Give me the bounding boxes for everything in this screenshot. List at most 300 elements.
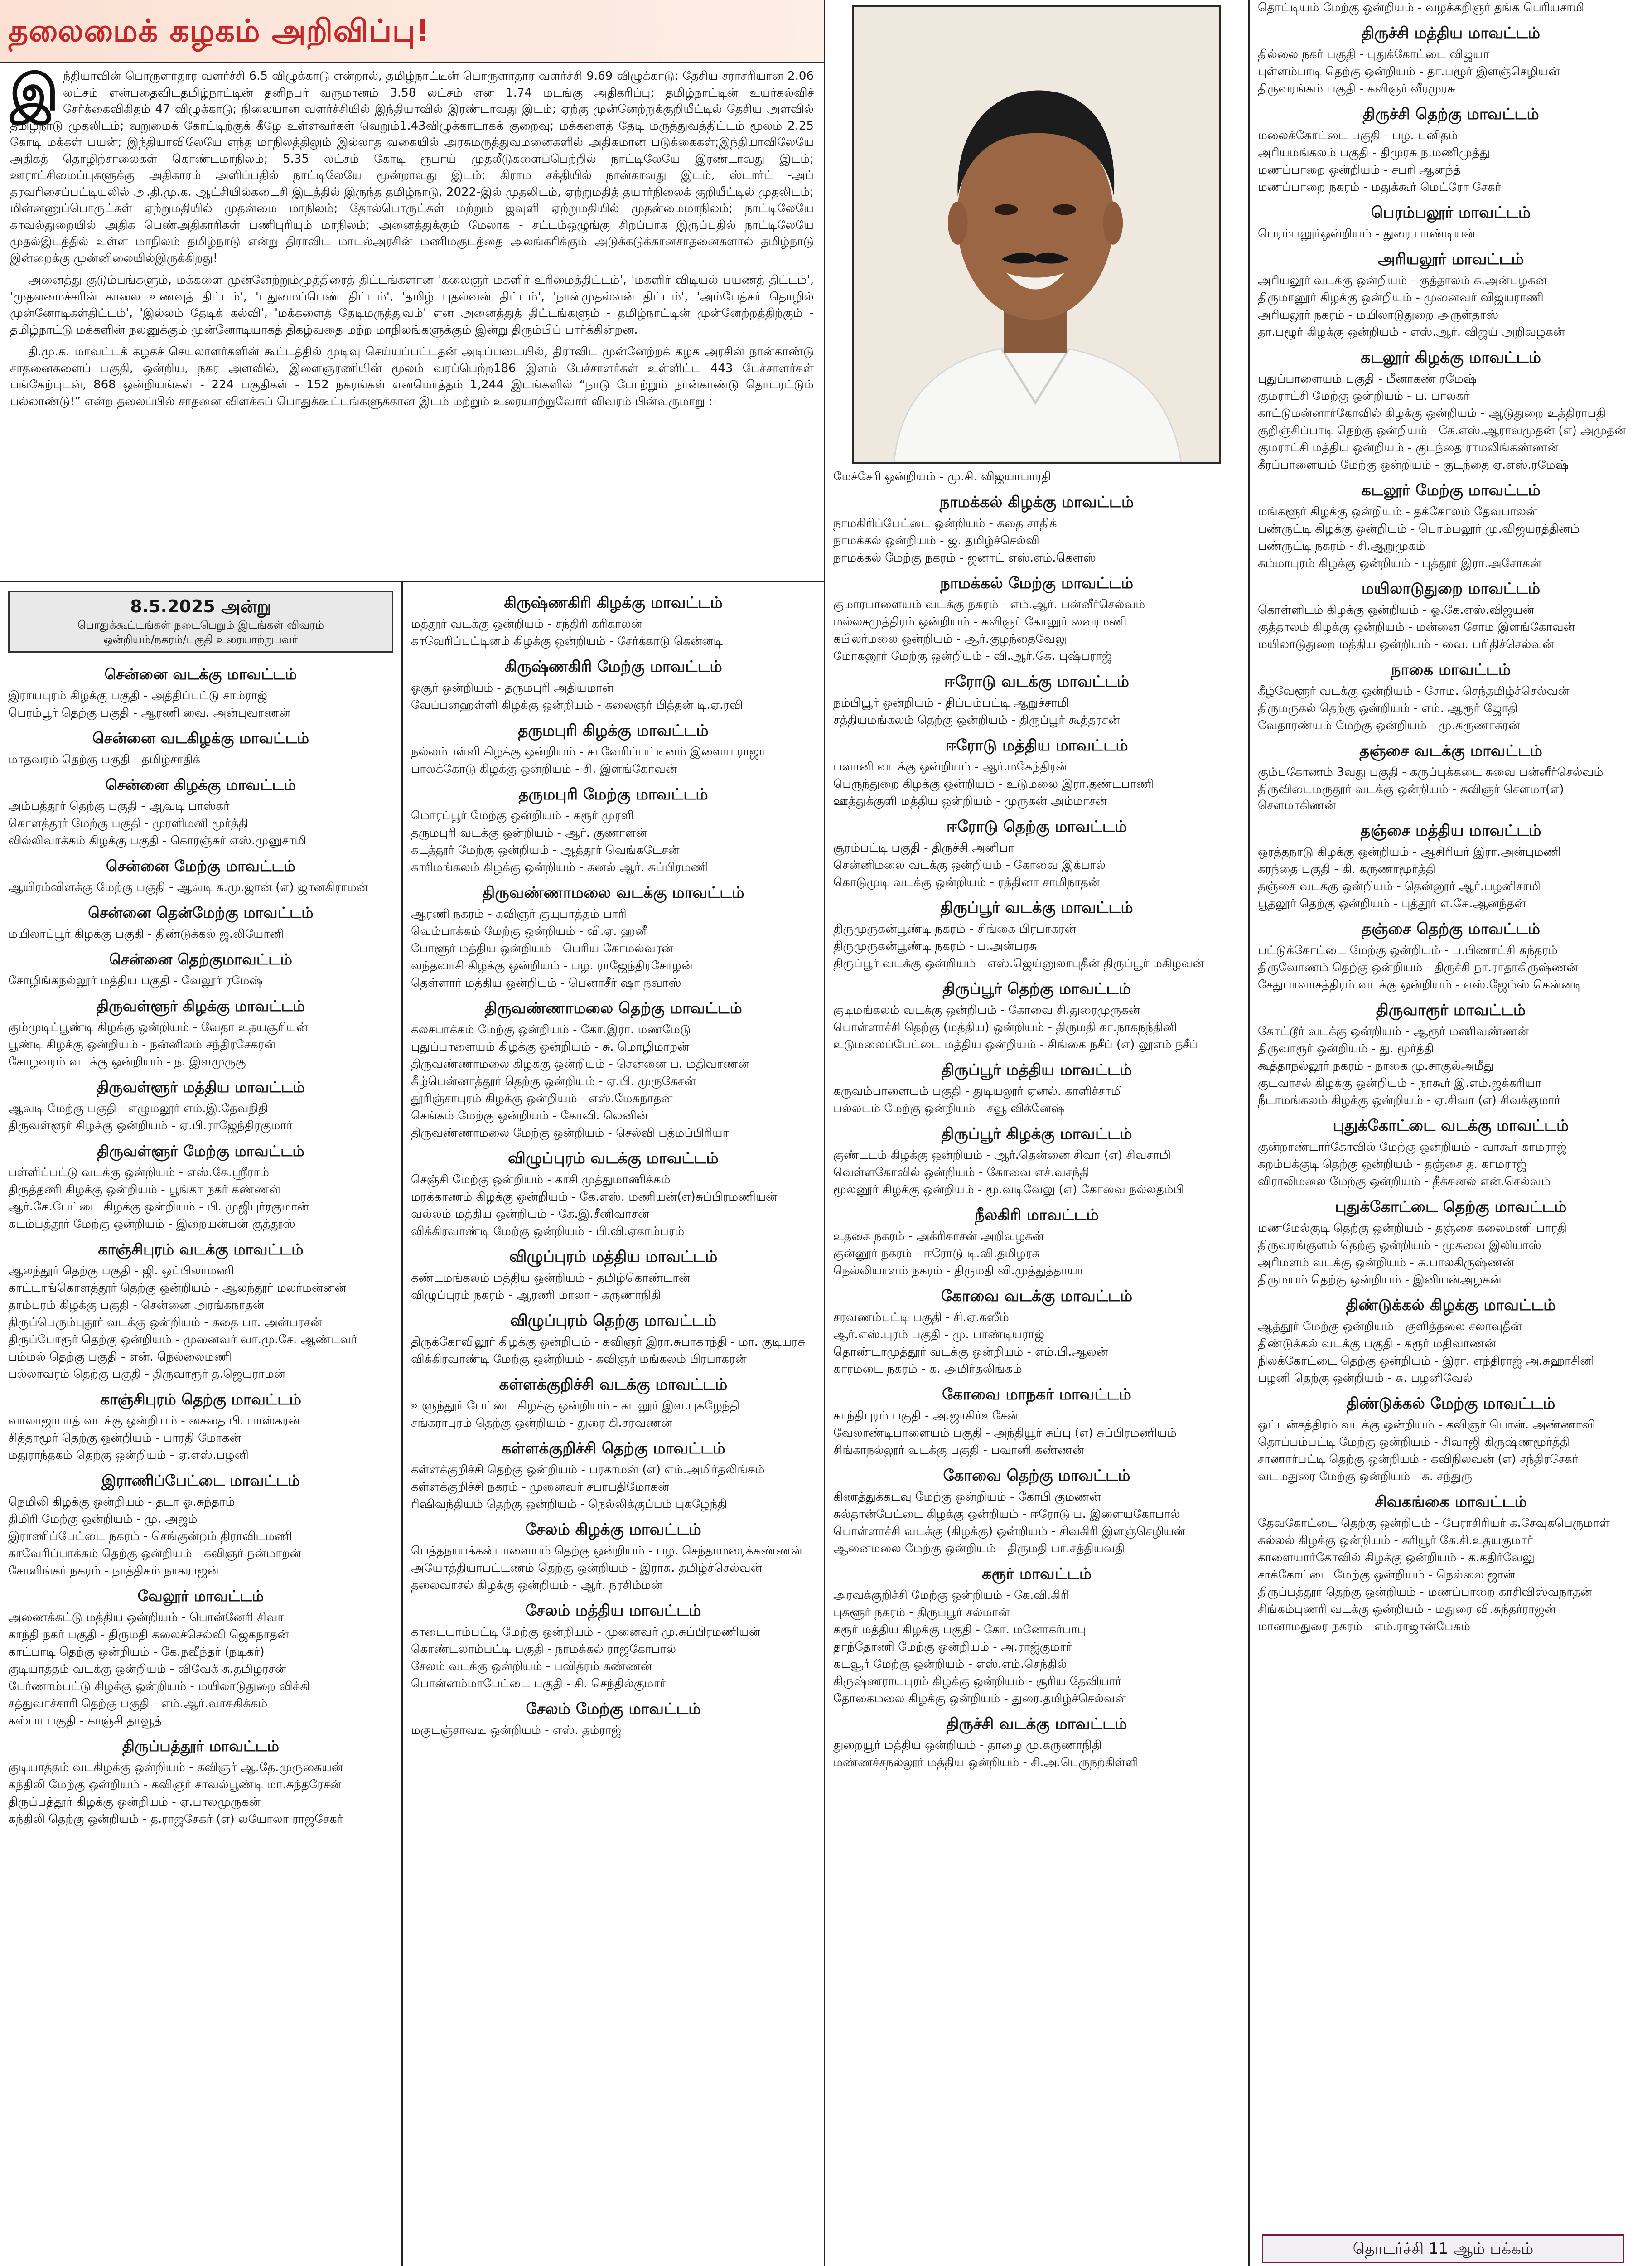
meeting-entry: மலைக்கோட்டை பகுதி - பழ. புனிதம் — [1258, 129, 1458, 142]
meeting-entry: தொப்பம்பட்டி மேற்கு ஒன்றியம் - சிவாஜி கிருஷ்ணமூர்த்தி — [1258, 1435, 1570, 1449]
district-block — [411, 592, 816, 649]
meeting-entry: நீடாமங்கலம் கிழக்கு ஒன்றியம் - ஏ.சிவா (எ) சிவக்குமார் — [1258, 1094, 1560, 1107]
district-block — [1258, 202, 1644, 242]
meeting-entry: தெள்ளார் மத்திய ஒன்றியம் - பெனாசீர் ஷா நவாஸ் — [411, 976, 681, 990]
district-heading: சேலம் மேற்கு மாவட்டம் — [526, 1700, 701, 1718]
district-heading: ஈரோடு வடக்கு மாவட்டம் — [944, 673, 1129, 691]
meeting-entry: அரியமங்கலம் பகுதி - திமுரசு ந.மணிமுத்து — [1258, 146, 1490, 160]
district-block — [411, 656, 816, 713]
district-heading: கடலூர் கிழக்கு மாவட்டம் — [1361, 349, 1541, 367]
meeting-entry: பேர்ணாம்பட்டு கிழக்கு ஒன்றியம் - மயிலாடுதுறை விக்கி — [8, 1680, 310, 1693]
district-heading: கரூர் மாவட்டம் — [981, 1565, 1092, 1583]
district-heading: அரியலூர் மாவட்டம் — [1378, 250, 1524, 268]
meeting-entry: குடிமங்கலம் வடக்கு ஒன்றியம் - கோவை சி.துரைமுருகன் — [833, 1003, 1140, 1017]
meeting-entry: ஆர்.எஸ்.புரம் பகுதி - மு. பாண்டியராஜ் — [833, 1328, 1044, 1341]
meeting-entry: கோட்டூர் வடக்கு ஒன்றியம் - ஆரூர் மணிவண்ணன் — [1258, 1025, 1529, 1038]
meeting-entry: மோகனூர் மேற்கு ஒன்றியம் - வி.ஆர்.கே. புஷ்பராஜ் — [833, 649, 1112, 663]
district-block — [8, 855, 393, 896]
meeting-entry: ஆர்.கே.பேட்டை கிழக்கு ஒன்றியம் - பி. முஜிபுர்ரகுமான் — [8, 1200, 309, 1214]
meeting-entry: மணமேல்குடி தெற்கு ஒன்றியம் - தஞ்சை கலைமணி பாரதி — [1258, 1221, 1567, 1235]
meeting-entry: ஆரணி நகரம் - கவிஞர் குயுபாத்தம் பாரி — [411, 907, 627, 921]
district-block — [833, 491, 1240, 566]
district-block — [1258, 1393, 1644, 1485]
meeting-entry: காந்தி நகர் பகுதி - திருமதி கலைச்செல்வி ஜெகநாதன் — [8, 1628, 289, 1641]
meeting-entry: சேதுபாவாசத்திரம் வடக்கு ஒன்றியம் - எஸ்.ஜேம்ஸ் கென்னடி — [1258, 978, 1582, 992]
district-heading: சேலம் மத்திய மாவட்டம் — [525, 1602, 701, 1620]
district-block — [1258, 22, 1644, 97]
meeting-entry: குடவாசல் கிழக்கு ஒன்றியம் - நாகூர் இ.எம்.ஜக்கரியா — [1258, 1076, 1541, 1090]
meeting-entry: ஊத்துக்குளி மத்திய ஒன்றியம் - முருகன் அம்மாசன் — [833, 794, 1107, 808]
district-heading: கிருஷ்ணகிரி மேற்கு மாவட்டம் — [504, 658, 722, 676]
district-block — [411, 1310, 816, 1367]
district-heading: காஞ்சிபுரம் தெற்கு மாவட்டம் — [100, 1390, 302, 1408]
district-block — [833, 1123, 1240, 1198]
meeting-entry: நாமகிரிப்பேட்டை ஒன்றியம் - கதை சாதிக் — [833, 517, 1057, 530]
district-block — [411, 1374, 816, 1431]
meeting-entry: விழுப்புரம் நகரம் - ஆரணி மாலா - கருணாநிதி — [411, 1288, 661, 1302]
meeting-entry: கந்திலி தெற்கு ஒன்றியம் - த.ராஜசேகர் (எ) லயோலா ராஜசேகர் — [8, 1812, 343, 1826]
meeting-entry: கூத்தாநல்லூர் நகரம் - நாகை மு.சாகுல்அமீது — [1258, 1059, 1494, 1073]
meeting-entry: உடுமலைப்பேட்டை மத்திய ஒன்றியம் - சிங்கை நசீப் (எ) லூஎம் நசீப் — [833, 1038, 1198, 1051]
meeting-entry: பல்லாவரம் தெற்கு பகுதி - திருவாரூர் த.ஜெயராமன் — [8, 1367, 285, 1381]
column-2 — [403, 586, 824, 2266]
meeting-entry: நாமக்கல் மேற்கு நகரம் - ஜனாட் எஸ்.எம்.கௌஸ் — [833, 551, 1096, 565]
intro-paragraph-3: தி.மு.க. மாவட்டக் கழகச் செயலாளர்களின் கூட்டத்தில் முடிவு செய்யப்பட்டதன் அடிப்படையில், திராவிட முன்னேற்றக் கழக அரசின் நான்காண்டு சாதனைகளைப் பகுதி, ஒன்றிய, நகர அளவில், இளைஞரணியின் மூலம் வரப்பெற்ற186 இளம் பேச்சாளர்கள் உள்ளிட்ட 443 பேச்சாளர்கள் பங்கேற்புடன், 868 ஒன்றியங்கள் - 224 பகுதிகள் - 152 நகரங்கள் எனமொத்தம் 1,244 இடங்களில் “நாடு போற்றும் நான்காண்டு தொடரட்டும் பல்லாண்டு!” என்ற தலைப்பில் சாதனை விளக்கப் பொதுக்கூட்டங்களுக்கான இடம் மற்றும் உரையாற்றுவோர் விவரம் பின்வருமாறு :- — [10, 345, 814, 408]
meeting-entry: மண்ணச்சநல்லூர் மத்திய ஒன்றியம் - சி.அ.பெருநற்கிள்ளி — [833, 1756, 1139, 1769]
meeting-entry: சங்கராபுரம் தெற்கு ஒன்றியம் - துரை கி.சரவணன் — [411, 1416, 672, 1430]
district-heading: சென்னை கிழக்கு மாவட்டம் — [105, 776, 296, 794]
district-heading: திருப்பூர் மத்திய மாவட்டம் — [941, 1061, 1132, 1079]
meeting-entry: சத்துவாச்சாரி தெற்கு பகுதி - எம்.ஆர்.வாசுகிக்கம் — [8, 1697, 268, 1710]
meeting-entry: திருமானூர் கிழக்கு ஒன்றியம் - முனைவர் விஜயராணி — [1258, 291, 1544, 305]
district-heading: ஈரோடு தெற்கு மாவட்டம் — [946, 818, 1127, 836]
district-heading: கள்ளக்குறிச்சி தெற்கு மாவட்டம் — [501, 1439, 725, 1457]
meeting-entry: கள்ளக்குறிச்சி தெற்கு ஒன்றியம் - பரகாமன் (எ) எம்.அமிர்தலிங்கம் — [411, 1463, 765, 1477]
meeting-entry: கம்மாபுரம் கிழக்கு ஒன்றியம் - புத்தூர் இரா.அசோகன் — [1258, 557, 1541, 570]
district-heading: கடலூர் மேற்கு மாவட்டம் — [1361, 481, 1541, 499]
district-block — [411, 1246, 816, 1303]
meeting-entry: மரக்காணம் கிழக்கு ஒன்றியம் - கே.எஸ். மணியன்(எ)சுப்பிரமணியன் — [411, 1190, 778, 1204]
meeting-entry: சோழிங்கநல்லூர் மத்திய பகுதி - வேலூர் ரமேஷ் — [8, 974, 263, 988]
meeting-entry: காரமடை நகரம் - க. அமிர்தலிங்கம் — [833, 1362, 1022, 1376]
district-heading: சென்னை வடகிழக்கு மாவட்டம் — [92, 729, 309, 747]
district-block — [411, 784, 816, 876]
meeting-entry: திருவிடைமருதூர் வடக்கு ஒன்றியம் - கவிஞர் சௌமா(எ) சௌமாகிணன் — [1258, 783, 1564, 812]
meeting-entry: சரவணம்பட்டி பகுதி - சி.ஏ.கஸீம் — [833, 1311, 1009, 1324]
district-block — [411, 1698, 816, 1738]
district-block — [833, 1285, 1240, 1377]
meeting-entry: தாம்பரம் கிழக்கு பகுதி - சென்னை அரங்கநாதன் — [8, 1298, 265, 1312]
meeting-entry: நல்லம்பள்ளி கிழக்கு ஒன்றியம் - காவேரிப்பட்டினம் இளைய ராஜா — [411, 745, 766, 759]
meeting-entry: பெரம்பலூர்ஒன்றியம் - துரை பாண்டியன் — [1258, 227, 1476, 241]
meeting-entry: திருப்பெரும்புதூர் வடக்கு ஒன்றியம் - கதை பா. அன்பரசன் — [8, 1316, 322, 1329]
district-heading: தஞ்சை மத்திய மாவட்டம் — [1360, 822, 1541, 840]
column-2-list — [411, 592, 816, 1738]
leader-portrait — [852, 5, 1221, 464]
column-1 — [0, 586, 401, 2266]
district-block — [8, 1585, 393, 1729]
meeting-entry: அணைக்கட்டு மத்திய ஒன்றியம் - பொன்னேரி சிவா — [8, 1611, 284, 1624]
district-heading: திண்டுக்கல் மேற்கு மாவட்டம் — [1346, 1394, 1555, 1413]
district-heading: தஞ்சை தெற்கு மாவட்டம் — [1361, 920, 1541, 938]
headline-band — [0, 0, 824, 63]
district-block — [411, 882, 816, 991]
meeting-entry: காவேரிப்பாக்கம் தெற்கு ஒன்றியம் - கவிஞர் நன்மாறன் — [8, 1547, 301, 1560]
meeting-entry: தூரிஞ்சாபுரம் கிழக்கு ஒன்றியம் - எஸ்.மேகநாதன் — [411, 1092, 673, 1105]
meeting-entry: சிங்காநல்லூர் வடக்கு பகுதி - பவானி கண்ணன் — [833, 1443, 1084, 1457]
district-block — [1258, 347, 1644, 473]
district-block — [8, 995, 393, 1070]
district-heading: மயிலாடுதுறை மாவட்டம் — [1361, 580, 1541, 598]
district-block — [411, 1438, 816, 1512]
meeting-entry: ஆவடி மேற்கு பகுதி - எழுமலூர் எம்.இ.தேவநிதி — [8, 1102, 268, 1115]
meeting-entry: அரியலூர் நகரம் - மயிலாடுதுறை அருள்தாஸ் — [1258, 308, 1499, 322]
meeting-entry: பூண்டி கிழக்கு ஒன்றியம் - நன்னிலம் சந்திரசேகரன் — [8, 1038, 276, 1051]
meeting-entry: திருமுருகன்பூண்டி நகரம் - ப.அன்பரசு — [833, 939, 1037, 953]
district-heading: தஞ்சை வடக்கு மாவட்டம் — [1359, 742, 1542, 760]
meeting-entry: கடவூர் மேற்கு ஒன்றியம் - எஸ்.எம்.செந்தில் — [833, 1657, 1067, 1671]
meeting-entry: தலைவாசல் கிழக்கு ஒன்றியம் - ஆர். நரசிம்மன் — [411, 1578, 662, 1592]
meeting-entry: குன்றாண்டார்கோவில் மேற்கு ஒன்றியம் - வாகூர் காமராஜ் — [1258, 1140, 1567, 1154]
meeting-entry: வந்தவாசி கிழக்கு ஒன்றியம் - பழ. ராஜேந்திரசோழன் — [411, 959, 693, 973]
district-heading: நாமக்கல் கிழக்கு மாவட்டம் — [939, 493, 1134, 511]
meeting-entry: கலசபாக்கம் மேற்கு ஒன்றியம் - கோ.இரா. மணமேடு — [411, 1023, 691, 1036]
district-block — [1258, 479, 1644, 571]
meeting-entry: செஞ்சி மேற்கு ஒன்றியம் - காசி முத்துமாணிக்கம் — [411, 1173, 671, 1186]
meeting-entry: வேலாண்டிபாளையம் பகுதி - அந்தியூர் சுப்பு (எ) சுப்பிரமணியம் — [833, 1426, 1177, 1440]
district-block — [833, 1204, 1240, 1279]
meeting-entry: பள்ளிப்பட்டு வடக்கு ஒன்றியம் - எஸ்.கே.ஸ்ரீராம் — [8, 1166, 269, 1179]
column-1-list — [8, 663, 393, 1827]
meeting-entry: கிருஷ்ணராயபுரம் கிழக்கு ஒன்றியம் - சூரிய தேவியார் — [833, 1675, 1122, 1688]
district-block — [833, 735, 1240, 809]
meeting-entry: அயோத்தியாபட்டணம் தெற்கு ஒன்றியம் - இராசு. தமிழ்ச்செல்வன் — [411, 1561, 762, 1575]
meeting-entry: குமாரபாளையம் வடக்கு நகரம் - எம்.ஆர். பன்னீர்செல்வம் — [833, 598, 1145, 611]
meeting-entry: கிணத்துக்கடவு மேற்கு ஒன்றியம் - கோபி குமணன் — [833, 1490, 1101, 1504]
district-block — [8, 1735, 393, 1827]
meeting-entry: ரிஷிவந்தியம் தெற்கு ஒன்றியம் - நெல்லிக்குப்பம் புகழேந்தி — [411, 1497, 727, 1511]
meeting-entry: கபிலர்மலை ஒன்றியம் - ஆர்.குழந்தைவேலு — [833, 632, 1068, 646]
district-heading: திருச்சி வடக்கு மாவட்டம் — [946, 1715, 1127, 1733]
meeting-entry: திமிரி மேற்கு ஒன்றியம் - மு. அஜம் — [8, 1512, 198, 1526]
meeting-entry: திருப்போரூர் தெற்கு ஒன்றியம் - முனைவர் வா.மு.சே. ஆண்டவர் — [8, 1333, 357, 1346]
meeting-entry: நெமிலி கிழக்கு ஒன்றியம் - தடா ஓ.சுந்தரம் — [8, 1495, 235, 1509]
meeting-entry: தருமபுரி வடக்கு ஒன்றியம் - ஆர். குணாளன் — [411, 826, 647, 840]
meeting-entry: சோளிங்கர் நகரம் - நாத்திகம் நாகராஜன் — [8, 1564, 219, 1578]
district-block — [411, 1519, 816, 1593]
meeting-entry: கீழ்வேளூர் வடக்கு ஒன்றியம் - சோம. செந்தமிழ்ச்செல்வன் — [1258, 684, 1570, 698]
meeting-entry: மயிலாடுதுறை மத்திய ஒன்றியம் - வை. பரிதிச்செல்வன் — [1258, 638, 1554, 651]
meeting-column-headers: ஒன்றியம்/நகரம்/பகுதி உரையாற்றுபவர் — [103, 633, 298, 646]
meeting-entry: கும்பகோணம் 3வது பகுதி - கருப்புக்கடை சுவை பன்னீர்செல்வம் — [1258, 765, 1604, 779]
column-4-list — [1258, 0, 1644, 1635]
meeting-entry: திருவாரூர் ஒன்றியம் - து. மூர்த்தி — [1258, 1042, 1434, 1056]
meeting-entry: மானாமதுரை நகரம் - எம்.ராஜான்பேகம் — [1258, 1620, 1470, 1633]
meeting-entry: மூலனூர் கிழக்கு ஒன்றியம் - மூ.வடிவேலு (எ) கோவை நல்லதம்பி — [833, 1183, 1184, 1196]
meeting-entry: கீழ்பென்னாத்தூர் தெற்கு ஒன்றியம் - ஏ.பி. முருகேசன் — [411, 1075, 696, 1088]
meeting-entry: சிங்கம்புணரி வடக்கு ஒன்றியம் - மதுரை வி.சுந்தர்ராஜன் — [1258, 1603, 1556, 1616]
district-block — [411, 997, 816, 1141]
meeting-entry: மயிலாப்பூர் கிழக்கு பகுதி - திண்டுக்கல் ஜ.லியோனி — [8, 927, 284, 941]
meeting-entry: இராணிப்பேட்டை நகரம் - செங்குன்றம் திராவிடமணி — [8, 1530, 292, 1543]
meeting-entry: மணப்பாறை நகரம் - மதுக்கூர் மெட்ரோ சேகர் — [1258, 180, 1502, 194]
meeting-entry: ஆயிரம்விளக்கு மேற்கு பகுதி - ஆவடி க.மு.ஜான் (எ) ஜானகிராமன் — [8, 881, 368, 894]
meeting-entry: பண்ருட்டி கிழக்கு ஒன்றியம் - பெரம்பலூர் மு.விஜயரத்தினம் — [1258, 522, 1580, 536]
meeting-entry: பொன்னம்மாபேட்டை பகுதி - சி. செந்தில்குமார் — [411, 1677, 666, 1690]
meeting-entry: திருப்பூர் வடக்கு ஒன்றியம் - எஸ்.ஜெய்னுலாபுதீன் திருப்பூர் மகிழவன் — [833, 957, 1204, 970]
meeting-entry: கொடுமுடி வடக்கு ஒன்றியம் - ரத்தினா சாமிநாதன் — [833, 876, 1100, 889]
district-heading: விழுப்புரம் தெற்கு மாவட்டம் — [510, 1312, 717, 1330]
district-block — [833, 897, 1240, 972]
intro-text — [0, 63, 824, 410]
meeting-entry: ஒரத்தநாடு கிழக்கு ஒன்றியம் - ஆசிரியர் இரா.அன்புமணி — [1258, 845, 1561, 859]
meeting-entry: குமராட்சி மத்திய ஒன்றியம் - குடந்தை ராமலிங்கண்ணன் — [1258, 441, 1559, 455]
meeting-entry: காளையார்கோவில் கிழக்கு ஒன்றியம் - க.கதிர்வேலு — [1258, 1551, 1535, 1564]
meeting-entry: ஆனைமலை மேற்கு ஒன்றியம் - திருமதி பா.சத்தியவதி — [833, 1542, 1125, 1555]
district-heading: திருச்சி தெற்கு மாவட்டம் — [1362, 105, 1539, 123]
district-block — [1258, 999, 1644, 1109]
district-heading: சேலம் கிழக்கு மாவட்டம் — [525, 1520, 701, 1539]
meeting-entry: பொள்ளாச்சி தெற்கு (மத்திய) ஒன்றியம் - திருமதி கா.நாகநந்தினி — [833, 1021, 1177, 1034]
meeting-entry: வேதாரண்யம் மேற்கு ஒன்றியம் - மு.கருணாகரன் — [1258, 719, 1520, 732]
meeting-entry: கருவம்பாளையம் பகுதி - துடியலூர் ஏனல். காளிச்சாமி — [833, 1085, 1123, 1098]
district-heading: ஈரோடு மத்திய மாவட்டம் — [945, 736, 1128, 755]
meeting-entry: நெல்லியாளம் நகரம் - திருமதி வி.முத்துத்தாயா — [833, 1264, 1084, 1278]
meeting-entry: பெத்தநாயக்கன்பாளையம் தெற்கு ஒன்றியம் - பழ. செந்தாமரைக்கண்ணன் — [411, 1544, 802, 1558]
meeting-entry: புதுப்பாளையம் கிழக்கு ஒன்றியம் - சு. மொழிமாறன் — [411, 1040, 689, 1054]
district-block — [833, 1563, 1240, 1707]
meeting-entry: காரிமங்கலம் கிழக்கு ஒன்றியம் - கனல் ஆர். சுப்பிரமணி — [411, 861, 709, 874]
district-block — [8, 1239, 393, 1382]
district-heading: திருப்பத்தூர் மாவட்டம் — [122, 1737, 280, 1755]
district-block — [1258, 1491, 1644, 1635]
meeting-entry: மத்தூர் வடக்கு ஒன்றியம் - சந்திரி கரிகாலன் — [411, 617, 642, 631]
meeting-entry: மங்களூர் கிழக்கு ஒன்றியம் - தக்கோலம் தேவபாலன் — [1258, 505, 1538, 518]
district-heading: கோவை வடக்கு மாவட்டம் — [941, 1287, 1133, 1305]
meeting-entry: சென்னிமலை வடக்கு ஒன்றியம் - கோவை இக்பால் — [833, 858, 1106, 872]
meeting-entry: உதகை நகரம் - அக்ரிகாசன் அறிவழகன் — [833, 1230, 1044, 1243]
meeting-entry: ஒட்டன்சத்திரம் வடக்கு ஒன்றியம் - கவிஞர் பொன். அண்ணாவி — [1258, 1418, 1595, 1432]
meeting-entry: அம்பத்தூர் தெற்கு பகுதி - ஆவடி பாஸ்கர் — [8, 799, 230, 813]
district-block — [8, 1140, 393, 1232]
district-block — [1258, 1196, 1644, 1288]
meeting-entry: கடத்தூர் மேற்கு ஒன்றியம் - ஆத்தூர் வெங்கடேசன் — [411, 843, 680, 857]
meeting-entry: புதுப்பாளையம் பகுதி - மீனாகண் ரமேஷ் — [1258, 372, 1477, 386]
district-block — [8, 1076, 393, 1134]
district-block — [411, 1148, 816, 1240]
meeting-entry: விராலிமலை மேற்கு ஒன்றியம் - தீக்கனல் என்.செல்வம் — [1258, 1175, 1551, 1188]
meeting-entry: திருவண்ணாமலை மேற்கு ஒன்றியம் - செல்வி பத்மப்பிரியா — [411, 1126, 729, 1140]
meeting-entry: சுல்தான்பேட்டை கிழக்கு ஒன்றியம் - ஈரோடு ப. இளையகோபால் — [833, 1507, 1180, 1521]
meeting-entry: கரந்தை பகுதி - கி. கருணாமூர்த்தி — [1258, 862, 1435, 876]
meeting-entry: சாணார்பட்டி தெற்கு ஒன்றியம் - கவிநிலவன் (எ) சந்திரசேகர் — [1258, 1453, 1579, 1466]
district-block — [833, 572, 1240, 664]
district-heading: புதுக்கோட்டை தெற்கு மாவட்டம் — [1335, 1198, 1567, 1216]
meeting-entry: திருப்பத்தூர் தெற்கு ஒன்றியம் - மணப்பாறை காசிவிஸ்வநாதன் — [1258, 1585, 1592, 1599]
meeting-entry: திருமயம் தெற்கு ஒன்றியம் - இனியன்அழகன் — [1258, 1273, 1502, 1287]
divider-horizontal — [0, 581, 824, 582]
meeting-entry: தேவகோட்டை தெற்கு ஒன்றியம் - பேராசிரியர் க.சேவுகபெருமாள் — [1258, 1516, 1610, 1530]
district-heading: தருமபுரி மேற்கு மாவட்டம் — [518, 785, 708, 804]
meeting-entry: காந்திபுரம் பகுதி - அ.ஜாகிர்உசேன் — [833, 1409, 1019, 1423]
district-block — [1258, 248, 1644, 340]
meeting-entry: நிலக்கோட்டை தெற்கு ஒன்றியம் - இரா. எந்திராஜ் அ.சுஹாசினி — [1258, 1354, 1594, 1368]
meeting-subtitle: பொதுக்கூட்டங்கள் நடைபெறும் இடங்கள் விவரம் — [77, 619, 324, 631]
meeting-entry: பழனி தெற்கு ஒன்றியம் - சு. பழனிவேல் — [1258, 1371, 1473, 1385]
meeting-entry: மேச்சேரி ஒன்றியம் - மு.சி. விஜயாபாரதி — [833, 470, 1051, 484]
meeting-entry: மல்லசமுத்திரம் ஒன்றியம் - கவிஞர் கோலூர் வைரமணி — [833, 615, 1127, 629]
meeting-entry: மாதவரம் தெற்கு பகுதி - தமிழ்சாதிக் — [8, 753, 200, 766]
meeting-entry: திருப்பத்தூர் கிழக்கு ஒன்றியம் - ஏ.பாலமுருகன் — [8, 1795, 261, 1809]
district-block — [8, 1389, 393, 1463]
district-heading: திருப்பூர் வடக்கு மாவட்டம் — [940, 899, 1133, 917]
meeting-entry: தஞ்சை வடக்கு ஒன்றியம் - தென்னூர் ஆர்.பழனிசாமி — [1258, 880, 1541, 893]
meeting-entry: உளுந்தூர் பேட்டை கிழக்கு ஒன்றியம் - கடலூர் இள.புகழேந்தி — [411, 1399, 740, 1413]
meeting-entry: புள்ளம்பாடி தெற்கு ஒன்றியம் - தா.பழூர் இளஞ்செழியன் — [1258, 65, 1560, 78]
district-heading: காஞ்சிபுரம் வடக்கு மாவட்டம் — [98, 1240, 304, 1258]
meeting-entry: காட்பாடி தெற்கு ஒன்றியம் - கே.நவீந்தர் (நடிகர்) — [8, 1645, 265, 1659]
meeting-entry: கள்ளக்குறிச்சி நகரம் - முனைவர் சபாபதிமோகன் — [411, 1480, 670, 1494]
meeting-entry: ஆலந்தூர் தெற்கு பகுதி - ஜி. ஒப்பிலாமணி — [8, 1264, 234, 1278]
meeting-entry: செங்கம் மேற்கு ஒன்றியம் - கோவி. லெனின் — [411, 1109, 648, 1123]
meeting-entry: திருத்தணி கிழக்கு ஒன்றியம் - பூங்கா நகர் கண்ணன் — [8, 1183, 281, 1196]
district-block — [1258, 918, 1644, 993]
district-block — [833, 816, 1240, 891]
meeting-entry: இராயபுரம் கிழக்கு பகுதி - அத்திப்பட்டு சாம்ராஜ் — [8, 689, 267, 702]
meeting-entry: திருவரங்கம் பகுதி - கவிஞர் வீரமுரசு — [1258, 82, 1455, 96]
meeting-entry: காவேரிப்பட்டினம் கிழக்கு ஒன்றியம் - சேர்க்காடு கென்னடி — [411, 634, 723, 648]
meeting-entry: மணப்பாறை ஒன்றியம் - சபரி ஆனந்த் — [1258, 163, 1461, 177]
meeting-entry: பெருந்துறை கிழக்கு ஒன்றியம் - உடுமலை இரா.தண்டபாணி — [833, 777, 1154, 791]
meeting-entry: குத்தாலம் கிழக்கு ஒன்றியம் - மன்னை சோம இளங்கோவன் — [1258, 620, 1575, 634]
meeting-entry: திண்டுக்கல் வடக்கு பகுதி - கரூர் மதிவாணன் — [1258, 1337, 1496, 1351]
meeting-entry: கண்டமங்கலம் மத்திய ஒன்றியம் - தமிழ்கொண்டான் — [411, 1271, 691, 1285]
meeting-entry: விக்கிரவாண்டி மேற்கு ஒன்றியம் - பி.வி.ஏகாம்பரம் — [411, 1225, 685, 1238]
meeting-entry: கும்முடிப்பூண்டி கிழக்கு ஒன்றியம் - வேதா உதயசூரியன் — [8, 1021, 308, 1034]
meeting-entry: மொரப்பூர் மேற்கு ஒன்றியம் - கரூர் முரளி — [411, 809, 634, 823]
district-block — [8, 949, 393, 989]
meeting-entry: தோகைமலை கிழக்கு ஒன்றியம் - துரை.தமிழ்ச்செல்வன் — [833, 1692, 1127, 1705]
meeting-entry: பண்ருட்டி நகரம் - சி.ஆறுமுகம் — [1258, 539, 1425, 553]
district-block — [833, 1384, 1240, 1458]
column-4 — [1250, 0, 1652, 2230]
meeting-entry: கடம்பத்தூர் மேற்கு ஒன்றியம் - இறையன்பன் குத்தூஸ் — [8, 1217, 295, 1231]
meeting-entry: நம்பியூர் ஒன்றியம் - திப்பம்பட்டி ஆறுச்சாமி — [833, 696, 1069, 710]
district-heading: சென்னை மேற்கு மாவட்டம் — [106, 857, 296, 875]
meeting-entry: புகளூர் நகரம் - திருப்பூர் சல்மான் — [833, 1606, 1010, 1619]
district-heading: விழுப்புரம் மத்திய மாவட்டம் — [509, 1248, 718, 1266]
meeting-entry: தில்லை நகர் பகுதி - புதுக்கோட்டை விஜயா — [1258, 48, 1489, 61]
meeting-entry: மகுடஞ்சாவடி ஒன்றியம் - எஸ். தம்ராஜ் — [411, 1724, 622, 1737]
portrait-image — [854, 7, 1219, 462]
district-block — [8, 727, 393, 768]
district-heading: திருவண்ணாமலை வடக்கு மாவட்டம் — [482, 884, 744, 902]
district-heading: திருப்பூர் கிழக்கு மாவட்டம் — [941, 1125, 1132, 1143]
district-heading: கோவை மாநகர் மாவட்டம் — [942, 1385, 1131, 1404]
district-heading: விழுப்புரம் வடக்கு மாவட்டம் — [508, 1149, 719, 1167]
column-3 — [825, 469, 1248, 2266]
meeting-entry: கல்லல் கிழக்கு ஒன்றியம் - சுரியூர் கே.சி.உதயகுமார் — [1258, 1534, 1533, 1547]
meeting-entry: கரூர் மத்திய கிழக்கு பகுதி - கோ. மனோகர்பாபு — [833, 1623, 1087, 1637]
meeting-entry: குமராட்சி மேற்கு ஒன்றியம் - ப. பாலகர் — [1258, 389, 1470, 403]
district-block — [1258, 740, 1644, 813]
meeting-entry: கொளத்தூர் மேற்கு பகுதி - முரளிமனி மூர்த்தி — [8, 817, 248, 830]
meeting-entry: ஓசூர் ஒன்றியம் - தருமபுரி அதியமான் — [411, 681, 614, 695]
district-block — [833, 1465, 1240, 1557]
meeting-entry: வெள்ளகோவில் ஒன்றியம் - கோவை எச்.வசந்தி — [833, 1166, 1090, 1179]
meeting-entry: கொள்ளிடம் கிழக்கு ஒன்றியம் - ஓ.கே.எஸ்.விஜயன் — [1258, 603, 1534, 617]
district-block — [8, 774, 393, 849]
meeting-entry: போளூர் மத்திய ஒன்றியம் - பெரிய கோமல்வரன் — [411, 942, 673, 955]
meeting-entry: குன்னூர் நகரம் - ஈரோடு டி.வி.தமிழரசு — [833, 1247, 1040, 1260]
district-heading: திருவள்ளூர் மத்திய மாவட்டம் — [97, 1078, 305, 1096]
district-block — [1258, 0, 1644, 16]
meeting-entry: வல்லம் மத்திய ஒன்றியம் - கே.இ.சீனிவாசன் — [411, 1207, 649, 1221]
meeting-entry: சேலம் வடக்கு ஒன்றியம் - பவித்ரம் கண்ணன் — [411, 1660, 652, 1673]
meeting-entry: திருக்கோவிலூர் கிழக்கு ஒன்றியம் - கவிஞர் இரா.சுபாகாந்தி - மா. குடியரசு — [411, 1335, 806, 1349]
meeting-entry: சூரம்பட்டி பகுதி - திருச்சி அனிபா — [833, 841, 1014, 855]
district-block — [411, 720, 816, 777]
meeting-entry: தாந்தோணி மேற்கு ஒன்றியம் - அ.ராஜ்குமார் — [833, 1640, 1072, 1654]
meeting-entry: வேப்பனஹள்ளி கிழக்கு ஒன்றியம் - கலைஞர் பித்தன் டி.ஏ.ரவி — [411, 698, 743, 712]
meeting-entry: அரிமளம் வடக்கு ஒன்றியம் - சு.பாலகிருஷ்ணன் — [1258, 1256, 1514, 1269]
meeting-entry: கொண்டலாம்பட்டி பகுதி - நாமக்கல் ராஜகோபால் — [411, 1642, 676, 1656]
district-block — [833, 978, 1240, 1053]
meeting-entry: பொள்ளாச்சி வடக்கு (கிழக்கு) ஒன்றியம் - சிவகிரி இளஞ்செழியன் — [833, 1525, 1185, 1538]
meeting-entry: குறிஞ்சிப்பாடி தெற்கு ஒன்றியம் - கே.எஸ்.ஆராவமுதன் (எ) அமுதன் — [1258, 424, 1626, 437]
meeting-entry: சோழவரம் வடக்கு ஒன்றியம் - ந. இளமுருகு — [8, 1055, 246, 1069]
district-heading: சென்னை தென்மேற்கு மாவட்டம் — [88, 904, 314, 921]
meeting-entry: திருவள்ளூர் கிழக்கு ஒன்றியம் - ஏ.பி.ராஜேந்திரகுமார் — [8, 1119, 293, 1133]
district-heading: நாகை மாவட்டம் — [1391, 661, 1511, 679]
district-block — [1258, 1115, 1644, 1190]
meeting-entry: தா.பழூர் கிழக்கு ஒன்றியம் - எஸ்.ஆர். விஜய் அறிவழகன் — [1258, 325, 1565, 339]
meeting-entry: குடியாத்தம் வடக்கு ஒன்றியம் - விவேக் சு.தமிழரசன் — [8, 1662, 287, 1676]
meeting-entry: மதுராந்தகம் தெற்கு ஒன்றியம் - ஏ.எஸ்.பழனி — [8, 1448, 249, 1462]
meeting-entry: பம்மல் தெற்கு பகுதி - என். நெல்லைமணி — [8, 1350, 232, 1364]
district-block — [1258, 578, 1644, 653]
meeting-entry: காடையாம்பட்டி மேற்கு ஒன்றியம் - முனைவர் மு.சுப்பிரமணியன் — [411, 1625, 761, 1639]
header-section — [0, 0, 824, 581]
meeting-entry: பட்டுக்கோட்டை மேற்கு ஒன்றியம் - ப.பிணாட்சி சுந்தரம் — [1258, 944, 1558, 957]
meeting-entry: விக்கிரவாண்டி மேற்கு ஒன்றியம் - கவிஞர் மங்கலம் பிரபாகரன் — [411, 1352, 747, 1366]
district-heading: திருச்சி மத்திய மாவட்டம் — [1361, 24, 1541, 42]
district-heading: திருவள்ளூர் மேற்கு மாவட்டம் — [97, 1142, 304, 1160]
district-heading: திருப்பூர் தெற்கு மாவட்டம் — [942, 980, 1131, 998]
meeting-entry: வெம்பாக்கம் மேற்கு ஒன்றியம் - வி.ஏ. ஹனீ — [411, 925, 647, 938]
meeting-entry: தொட்டியம் மேற்கு ஒன்றியம் - வழக்கறிஞர் தங்க பெரியசாமி — [1258, 1, 1584, 15]
meeting-entry: பல்லடம் மேற்கு ஒன்றியம் - சவூ விக்னேஷ் — [833, 1102, 1065, 1115]
district-heading: நாமக்கல் மேற்கு மாவட்டம் — [940, 574, 1134, 592]
meeting-entry: அரவக்குறிச்சி மேற்கு ஒன்றியம் - கே.வி.கிரி — [833, 1588, 1069, 1602]
district-block — [1258, 659, 1644, 734]
district-block — [8, 663, 393, 721]
intro-paragraph-1: இந்தியாவின் பொருளாதார வளர்ச்சி 6.5 விழுக்காடு என்றால், தமிழ்நாட்டின் பொருளாதார வளர்ச்சி 9.69 விழுக்காடு; தேசிய சராசரியான 2.06 லட்சம் என்பதைவிடதமிழ்நாட்டின் தனிநபர் வருமானம் 3.58 லட்சம் என 1.74 மடங்கு அதிகரிப்பு; தமிழ்நாட்டின் உயர்கல்விச் சேர்க்கைவிகிதம் 47 விழுக்காடு; நிலையான வளர்ச்சியில் இந்தியாவில் இரண்டாவது இடம்; ஏற்கு முன்னேற்றுக்குறியீட்டில் தேசிய அளவில் தமிழ்நாடு முதலிடம்; வறுமைக் கோட்டிற்குக் கீழே உள்ளவர்கள் வெறும்1.43விழுக்காடாகக் குறைவு; மக்களைத் தேடி மருத்துவத்திட்டம் மூலம் 2.25 கோடி மக்கள் பயன்; இந்தியாவிலேயே எந்த மாநிலத்திலும் இல்லாத வகையில் அரசுமருத்துவமனைகளில் அதிகமான படுக்கைகள்;இந்தியாவிலேயே அதிகத் தொழிற்சாலைகள் கொண்டமாநிலம்; 5.35 லட்சம் கோடி ரூபாய் முதலீடுகளைப்பெற்றில் நாட்டிலேயே இரண்டாவது இடம்; ஊராட்சிமைப்புகளுக்கு அதிகாரம் அளிப்பதில் நாட்டிலேயே மூன்றாவது இடம்; கிராம சக்தியில் நான்காவது இடம், ஸ்டார்ட் -அப் தரவரிசைப்பட்டியலில் அ.தி.மு.க. ஆட்சியில்கடைசி இடத்தில் இருந்த தமிழ்நாடு, 2022-இல் முதலிடம், ஏற்றுமதித் தயார்நிலைக் குறியீட்டில் முதலிடம்; மின்னணுப்பொருட்கள் ஏற்றுமதியில் முதன்மை மாநிலம்; தோல்பொருட்கள் மற்றும் ஜவுளி ஏற்றுமதியில் முதன்மைமாநிலம்; நாட்டிலேயே காவல்துறையில் அதிக பெண்அதிகாரிகள் பணிபுரியும் மாநிலம்; அனைத்துக்கும் மேலாக - சட்டம்ஒழுங்கு சிறப்பாக இருப்பதில் நாட்டிலேயே முதல்இடத்தில் உள்ள மாநிலம் தமிழ்நாடு என்று திராவிட மாடல்அரசின் மணிமகுடத்தை அலங்கரிக்கும் அடுக்கடுக்கானசாதனைகளால் தமிழ்நாடு இன்றைக்கு முன்னிலையில்இருக்கிறது! — [10, 63, 814, 265]
district-block — [1258, 1294, 1644, 1386]
district-heading: கள்ளக்குறிச்சி வடக்கு மாவட்டம் — [499, 1375, 728, 1394]
meeting-entry: சாக்கோட்டை மேற்கு ஒன்றியம் - நெல்லை ஜான் — [1258, 1568, 1515, 1582]
dropcap: இ — [10, 63, 58, 121]
district-heading: புதுக்கோட்டை வடக்கு மாவட்டம் — [1333, 1117, 1569, 1135]
continued-notice: தொடர்ச்சி 11 ஆம் பக்கம் — [1262, 2234, 1624, 2263]
meeting-entry: கீரப்பாளையம் மேற்கு ஒன்றியம் - குடந்தை ஏ.எஸ்.ரமேஷ் — [1258, 458, 1569, 472]
meeting-entry: பூதலூர் தெற்கு ஒன்றியம் - புத்தூர் எ.கே.ஆனந்தன் — [1258, 897, 1526, 910]
district-block — [8, 902, 393, 942]
meeting-entry: நாமக்கல் ஒன்றியம் - ஜ. தமிழ்ச்செல்வி — [833, 534, 1039, 547]
meeting-entry: குடியாத்தம் வடகிழக்கு ஒன்றியம் - கவிஞர் ஆ.தே.முருகையன் — [8, 1761, 343, 1774]
meeting-entry: கஸ்பா பகுதி - காஞ்சி தாவூத் — [8, 1714, 162, 1728]
meeting-date: 8.5.2025 அன்று — [130, 596, 271, 616]
